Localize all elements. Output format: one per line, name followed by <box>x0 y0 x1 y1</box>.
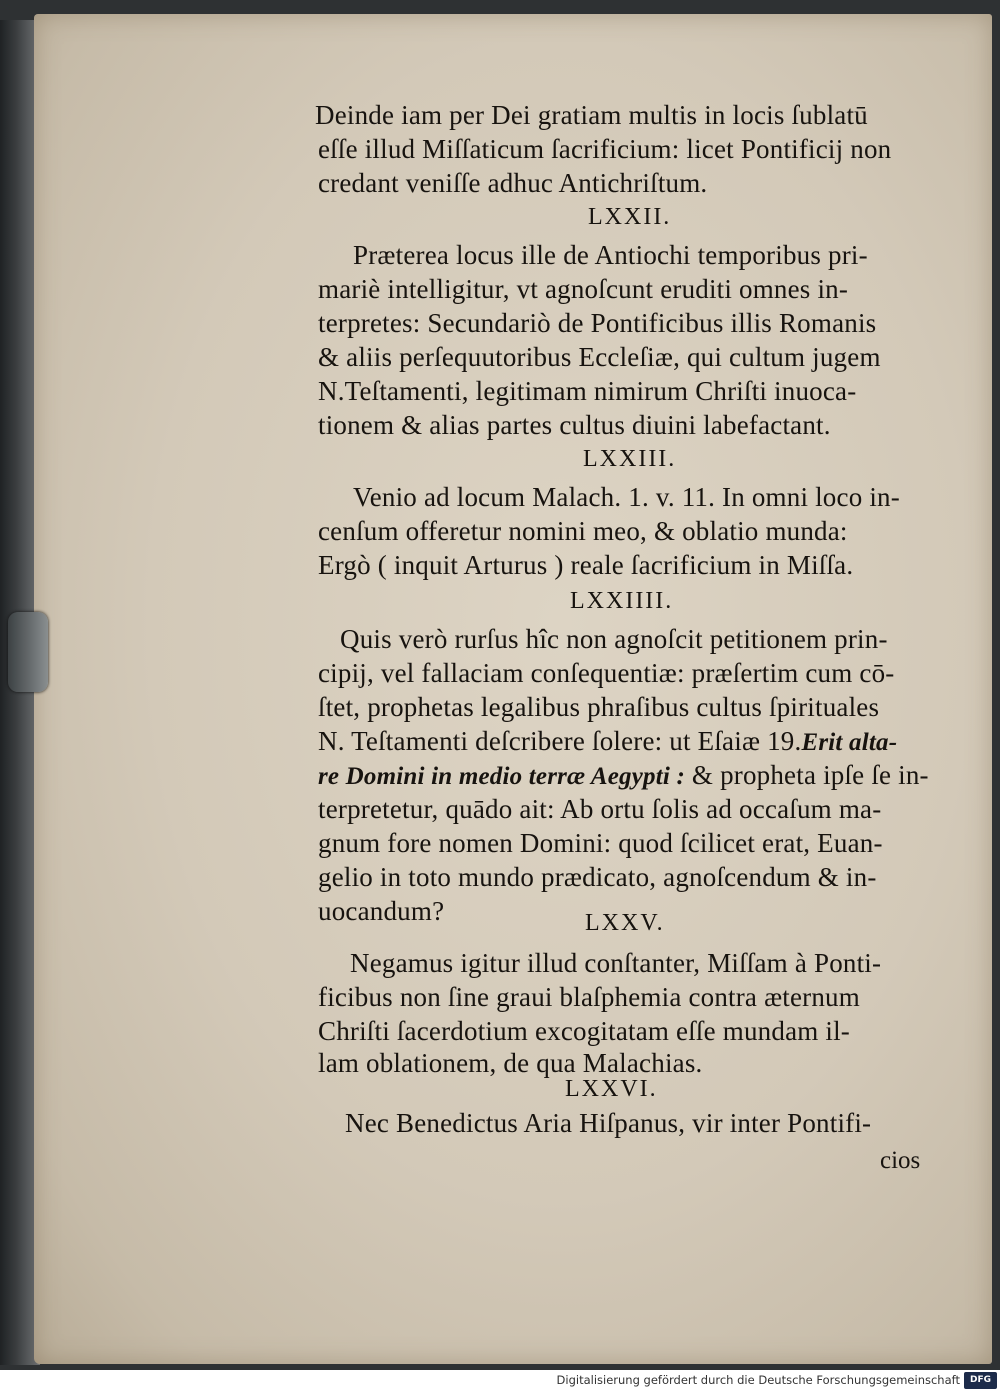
text-line: Ergò ( inquit Arturus ) reale ſacrificium in Miſſa. <box>318 550 854 580</box>
section-heading: LXXVI. <box>565 1076 658 1102</box>
text-line: ficibus non ſine graui blaſphemia contra æternum <box>318 982 860 1012</box>
text-line <box>318 758 929 794</box>
text-line: Negamus igitur illud conſtanter, Miſſam à Ponti- <box>350 948 882 978</box>
text-line: eſſe illud Miſſaticum ſacrificium: licet Pontificij non <box>318 134 892 164</box>
text-line <box>318 724 897 760</box>
text-line: uocandum? <box>318 896 445 926</box>
text-line: Venio ad locum Malach. 1. v. 11. In omni loco in- <box>353 482 900 512</box>
section-heading: LXXV. <box>585 910 665 936</box>
text-line: Præterea locus ille de Antiochi temporibus pri- <box>353 240 868 270</box>
text-line: & aliis perſequutoribus Eccleſiæ, qui cultum jugem <box>318 342 881 372</box>
text-line: Deinde iam per Dei gratiam multis in locis ſublatū <box>315 100 868 130</box>
text-line: lam oblationem, de qua Malachias. <box>318 1048 703 1078</box>
section-heading: LXXIIII. <box>570 588 674 614</box>
text-line: credant veniſſe adhuc Antichriſtum. <box>318 168 708 198</box>
section-heading: LXXIII. <box>583 446 677 472</box>
section-heading: LXXII. <box>588 204 672 230</box>
text-line: cenſum offeretur nomini meo, & oblatio munda: <box>318 516 848 546</box>
text-line: tionem & alias partes cultus diuini labefactant. <box>318 410 831 440</box>
text-line: Chriſti ſacerdotium excogitatam eſſe mundam il- <box>318 1016 850 1046</box>
italic-quote: Erit alta- <box>801 729 898 756</box>
text-segment: N. Teſtamenti deſcribere ſolere: ut Eſaiæ 19. <box>318 726 802 756</box>
text-line: terpretetur, quādo ait: Ab ortu ſolis ad occaſum ma- <box>318 794 882 824</box>
text-line: mariè intelligitur, vt agnoſcunt eruditi omnes in- <box>318 274 849 304</box>
italic-quote: re Domini in medio terræ Aegypti : <box>318 763 685 790</box>
text-line: Nec Benedictus Aria Hiſpanus, vir inter Pontifi- <box>345 1108 872 1138</box>
footer-bar <box>0 1370 1000 1392</box>
text-line: N.Teſtamenti, legitimam nimirum Chriſti inuoca- <box>318 376 857 406</box>
footer-credit: Digitalisierung gefördert durch die Deutsche Forschungsgemeinschaft <box>556 1373 960 1387</box>
text-line: gelio in toto mundo prædicato, agnoſcendum & in- <box>318 862 877 892</box>
text-line: gnum fore nomen Domini: quod ſcilicet erat, Euan- <box>318 828 883 858</box>
text-line: Quis verò rurſus hîc non agnoſcit petitionem prin- <box>340 624 888 654</box>
text-segment: & propheta ipſe ſe in- <box>684 760 929 790</box>
catchword: cios <box>880 1147 921 1174</box>
text-line: cipij, vel fallaciam conſequentiæ: præſertim cum cō- <box>318 658 895 688</box>
text-line: terpretes: Secundariò de Pontificibus illis Romanis <box>318 308 877 338</box>
dfg-logo-icon: DFG <box>964 1372 997 1389</box>
text-line: ſtet, prophetas legalibus phraſibus cultus ſpirituales <box>318 692 880 722</box>
